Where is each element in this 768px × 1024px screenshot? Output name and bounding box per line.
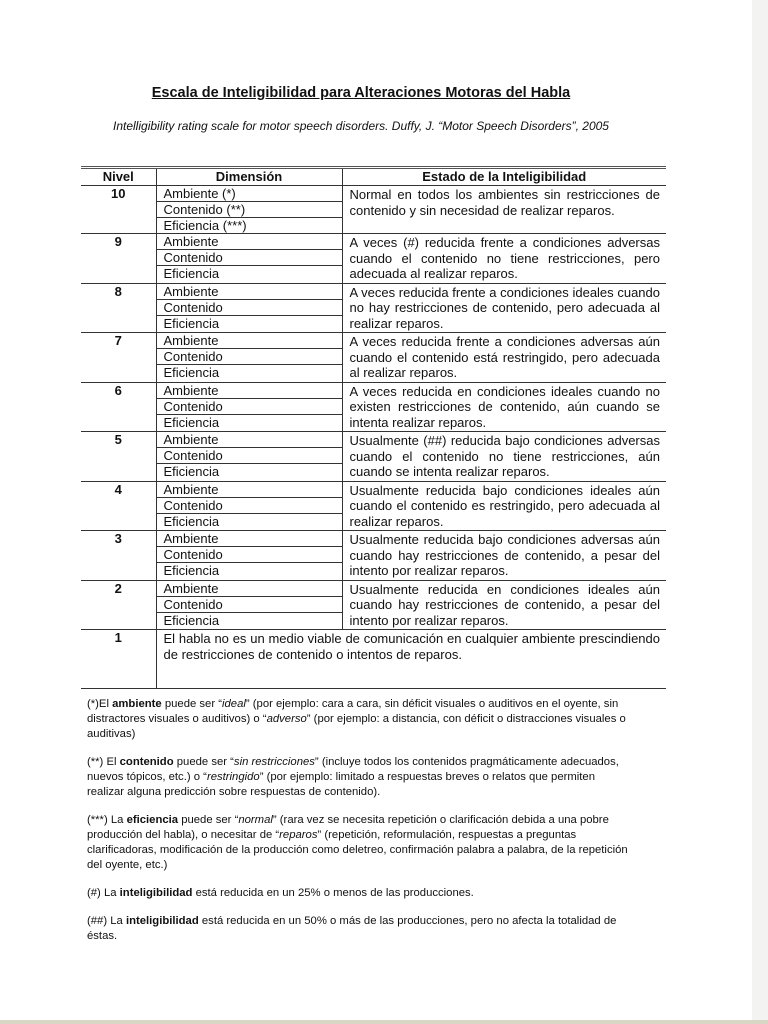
note-text: puede ser “ bbox=[178, 814, 239, 826]
note-text: (*)El bbox=[87, 698, 113, 710]
footnote-eficiencia bbox=[87, 813, 635, 873]
nivel-cell: 2 bbox=[81, 580, 156, 630]
note-term: ambiente bbox=[112, 698, 162, 710]
dimension-cell bbox=[156, 481, 342, 531]
dimension-item: Ambiente bbox=[157, 581, 342, 597]
dimension-item: Contenido bbox=[157, 448, 342, 464]
note-term: eficiencia bbox=[126, 814, 179, 826]
note-text: ” (incluye todos los contenidos pragmáticamente adecuados, nuevos tópicos, etc.) o “ bbox=[87, 756, 619, 783]
dimension-cell bbox=[156, 186, 342, 234]
footnote-25 bbox=[87, 886, 635, 901]
note-emphasis: adverso bbox=[266, 713, 307, 725]
estado-cell: A veces reducida frente a condiciones adversas aún cuando el contenido está restringido, pero adecuada al realizar reparos. bbox=[342, 333, 666, 383]
table-row bbox=[81, 186, 666, 234]
note-term: inteligibilidad bbox=[125, 915, 199, 927]
dimension-cell bbox=[156, 580, 342, 630]
nivel-cell: 5 bbox=[81, 432, 156, 482]
dimension-item: Eficiencia bbox=[163, 315, 220, 331]
header-estado: Estado de la Inteligibilidad bbox=[342, 168, 666, 186]
table-row bbox=[81, 283, 666, 333]
estado-cell: Usualmente reducida en condiciones ideales aún cuando hay restricciones de contenido, a pesar del intento por realizar reparos. bbox=[342, 580, 666, 630]
dimension-item: Ambiente bbox=[157, 432, 342, 448]
nivel-cell: 1 bbox=[81, 630, 156, 689]
dimension-item: Contenido bbox=[157, 349, 342, 365]
dimension-item: Contenido bbox=[157, 498, 342, 514]
dimension-cell bbox=[156, 234, 342, 284]
header-nivel: Nivel bbox=[81, 168, 156, 186]
note-text: (**) El bbox=[87, 756, 120, 768]
dimension-cell bbox=[156, 382, 342, 432]
estado-cell: Usualmente (##) reducida bajo condiciones adversas cuando el contenido no tiene restricciones, aún cuando se intenta realizar reparos. bbox=[342, 432, 666, 482]
dimension-item: Contenido bbox=[157, 300, 342, 316]
table-row bbox=[81, 630, 666, 689]
note-text: está reducida en un 25% o menos de las producciones. bbox=[192, 887, 474, 899]
note-text: puede ser “ bbox=[173, 756, 234, 768]
note-emphasis: restringido bbox=[206, 771, 260, 783]
dimension-item: Ambiente bbox=[157, 531, 342, 547]
estado-cell: Normal en todos los ambientes sin restricciones de contenido y sin necesidad de realizar reparos. bbox=[342, 186, 666, 234]
note-text: (***) La bbox=[87, 814, 127, 826]
nivel-cell: 4 bbox=[81, 481, 156, 531]
note-text: ” (por ejemplo: a distancia, con déficit o distracciones visuales o auditivas) bbox=[87, 713, 626, 740]
footnote-contenido bbox=[87, 755, 635, 800]
dimension-item: Eficiencia (***) bbox=[163, 218, 247, 233]
dimension-item: Ambiente bbox=[157, 383, 342, 399]
dimension-item: Eficiencia bbox=[163, 513, 220, 529]
estado-cell: Usualmente reducida bajo condiciones adversas aún cuando hay restricciones de contenido, a pesar del intento por realizar reparos. bbox=[342, 531, 666, 581]
dimension-cell bbox=[156, 432, 342, 482]
table-header-row bbox=[81, 168, 666, 186]
note-text: ” (rara vez se necesita repetición o clarificación debida a una pobre producción del habla), o necesitar de “ bbox=[87, 814, 609, 841]
dimension-item: Ambiente bbox=[157, 333, 342, 349]
dimension-item: Eficiencia bbox=[163, 266, 220, 281]
note-term: contenido bbox=[119, 756, 174, 768]
nivel-cell: 10 bbox=[81, 186, 156, 234]
note-text: (##) La bbox=[87, 915, 126, 927]
note-emphasis: normal bbox=[238, 814, 273, 826]
note-emphasis: reparos bbox=[279, 829, 318, 841]
table-row bbox=[81, 481, 666, 531]
dimension-item: Eficiencia bbox=[163, 563, 220, 578]
nivel-cell: 9 bbox=[81, 234, 156, 284]
dimension-item: Ambiente (*) bbox=[157, 186, 342, 202]
dimension-item: Contenido bbox=[157, 547, 342, 563]
note-emphasis: ideal bbox=[222, 698, 246, 710]
footnote-ambiente bbox=[87, 697, 635, 742]
estado-cell: El habla no es un medio viable de comunicación en cualquier ambiente prescindiendo de restricciones de contenido o intentos de reparos. bbox=[156, 630, 666, 689]
nivel-cell: 3 bbox=[81, 531, 156, 581]
estado-cell: A veces reducida frente a condiciones ideales cuando no hay restricciones de contenido, pero adecuada al realizar reparos. bbox=[342, 283, 666, 333]
footnotes bbox=[87, 697, 635, 957]
dimension-cell bbox=[156, 531, 342, 581]
table-row bbox=[81, 382, 666, 432]
dimension-cell bbox=[156, 283, 342, 333]
document-title: Escala de Inteligibilidad para Alteraciones Motoras del Habla bbox=[151, 85, 571, 101]
dimension-item: Eficiencia bbox=[163, 365, 220, 380]
note-emphasis: sin restricciones bbox=[233, 756, 315, 768]
dimension-item: Ambiente bbox=[157, 234, 342, 250]
table-row bbox=[81, 234, 666, 284]
dimension-item: Contenido (**) bbox=[157, 202, 342, 218]
document-subtitle: Intelligibility rating scale for motor speech disorders. Duffy, J. “Motor Speech Disorders”, 2005 bbox=[113, 119, 609, 133]
intelligibility-scale-table bbox=[81, 166, 666, 689]
nivel-cell: 7 bbox=[81, 333, 156, 383]
dimension-item: Contenido bbox=[157, 597, 342, 613]
note-text: ” (repetición, reformulación, respuestas a preguntas clarificadoras, modificación de la producción como deletreo, confirmación palabra a palabra, de la repetición del oyente, etc.) bbox=[87, 829, 628, 871]
note-term: inteligibilidad bbox=[119, 887, 193, 899]
note-text: ” (por ejemplo: cara a cara, sin déficit visuales o auditivos en el oyente, sin distractores visuales o auditivos) o “ bbox=[87, 698, 619, 725]
dimension-item: Eficiencia bbox=[163, 464, 220, 479]
estado-cell: Usualmente reducida bajo condiciones ideales aún cuando el contenido es restringido, pero adecuada al realizar reparos. bbox=[342, 481, 666, 531]
dimension-item: Ambiente bbox=[157, 284, 342, 300]
note-text: está reducida en un 50% o más de las producciones, pero no afecta la totalidad de éstas. bbox=[87, 915, 617, 942]
dimension-cell bbox=[156, 333, 342, 383]
note-text: puede ser “ bbox=[161, 698, 223, 710]
nivel-cell: 8 bbox=[81, 283, 156, 333]
footnote-50 bbox=[87, 914, 635, 944]
table-row bbox=[81, 531, 666, 581]
dimension-item: Contenido bbox=[157, 399, 342, 415]
dimension-item: Eficiencia bbox=[163, 612, 220, 628]
estado-cell: A veces (#) reducida frente a condiciones adversas cuando el contenido no tiene restricciones, pero adecuada al realizar reparos. bbox=[342, 234, 666, 284]
estado-cell: A veces reducida en condiciones ideales cuando no existen restricciones de contenido, aún cuando se intenta realizar reparos. bbox=[342, 382, 666, 432]
header-dimension: Dimensión bbox=[156, 168, 342, 186]
dimension-item: Ambiente bbox=[157, 482, 342, 498]
note-text: (#) La bbox=[87, 887, 120, 899]
page-edge bbox=[0, 1020, 768, 1024]
table-row bbox=[81, 432, 666, 482]
note-text: ” (por ejemplo: limitado a respuestas breves o relatos que permiten realizar alguna predicción sobre respuestas de contenido). bbox=[87, 771, 595, 798]
table-row bbox=[81, 580, 666, 630]
nivel-cell: 6 bbox=[81, 382, 156, 432]
table-row bbox=[81, 333, 666, 383]
dimension-item: Eficiencia bbox=[163, 414, 220, 430]
dimension-item: Contenido bbox=[157, 250, 342, 266]
